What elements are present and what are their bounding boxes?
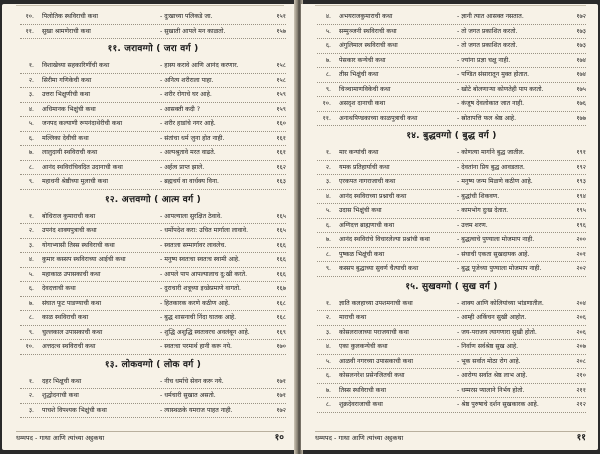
toc-entry (317, 233, 586, 248)
entry-title: पुष्कळ भिक्षुंची कथा (339, 250, 385, 258)
entry-page: १७६ (576, 100, 586, 107)
section-heading-11: ११. जरावग्गो ( जरा वर्ग ) (107, 44, 199, 54)
entry-description: - नीच धर्माचे सेवन करू नये. (160, 377, 224, 385)
entry-title: कुमार कस्सप स्थविराच्या आईची कथा (42, 256, 126, 263)
toc-entry (20, 161, 286, 176)
entry-description: - अनित्य शरीराला पाहा. (160, 76, 214, 84)
entry-description: - कंजूष देवलोकात जात नाही. (457, 100, 525, 107)
entry-page: १६८ (276, 299, 286, 307)
entry-page: १६० (276, 120, 286, 127)
toc-entry (317, 311, 586, 326)
left-content (20, 10, 286, 418)
entry-description: - बुद्धत्वाचे पुण्याला मोजमाप नाही. (457, 236, 535, 243)
entry-number: १०. (25, 13, 34, 20)
entry-page: १६१ (276, 149, 286, 156)
entry-title: चिञ्चामाणविकेची कथा (339, 85, 391, 93)
toc-entry (20, 88, 286, 103)
entry-title: उपनंद शाक्यपुत्राची कथा (42, 227, 97, 234)
entry-title: सुखा श्रामणेराची कथा (42, 27, 91, 35)
entry-number: १. (325, 299, 331, 307)
entry-page: २०२ (576, 265, 586, 272)
entry-description: - शाक्य आणि कोलियांच्या भांडणातील. (457, 299, 544, 307)
entry-page: २०७ (576, 343, 586, 350)
entry-title: जनपद कल्याणी रूपनंदाथेरीची कथा (42, 120, 123, 127)
entry-number: ६. (325, 221, 331, 229)
entry-page: १५१ (276, 13, 286, 20)
entry-number: ५. (28, 270, 34, 278)
toc-entry (20, 224, 286, 239)
entry-description: - कामभोग दुःख देतात. (457, 207, 509, 214)
entry-title: एका कुलकन्येची कथा (339, 343, 388, 350)
toc-entry (20, 59, 286, 74)
section-heading-12: १२. अत्तवग्गो ( आत्म वर्ग ) (105, 194, 201, 205)
entry-title: आनंद स्थविरांचिवदित उदानाची कथा (42, 163, 123, 171)
entry-title: अभयराजकुमाराची कथा (339, 13, 393, 20)
entry-description: - जय-पराजय त्यागणारा सुखी होतो. (457, 328, 537, 336)
entry-title: अत्तदत्थ स्थविराची कथा (42, 343, 96, 350)
entry-number: ७. (325, 56, 331, 64)
toc-entry (20, 282, 286, 297)
entry-title: आनंद स्थविरांचे विचारलेल्या प्रश्नांची कथा (339, 236, 430, 243)
entry-description: - स्वतःला सम्मार्गावर लावलेच. (160, 241, 227, 249)
entry-description: - हास्य करावे आणि आनंद करणार. (160, 62, 239, 69)
entry-description: - मनुष्य स्वतःचा स्वतःच स्वामी आहे. (160, 256, 241, 263)
entry-number: ४. (325, 13, 331, 20)
entry-number: ५. (325, 207, 331, 214)
footer-title: धम्मपद - गाथा आणि त्यांच्या अट्ठकथा (315, 434, 404, 442)
entry-title: काळ स्थविराची कथा (42, 314, 89, 321)
entry-page: १९१ (576, 149, 586, 156)
entry-page: १७२ (576, 13, 586, 20)
entry-title: मार कन्यांची कथा (339, 149, 379, 156)
entry-title: विशाखेच्या सहकारिणींची कथा (42, 62, 110, 69)
entry-description: - आसक्ती कदी ? (160, 105, 201, 113)
toc-entry (20, 268, 286, 283)
toc-entry (20, 146, 286, 161)
top-rule (315, 5, 586, 6)
toc-entry (20, 210, 286, 225)
entry-description: - संघाची एकता सुखदायक आहे. (457, 250, 530, 258)
entry-description: - हितकारक करणे कठीण आहे. (160, 299, 230, 307)
entry-page: १७४ (576, 56, 586, 64)
entry-title: शुक्रदेवराजाची कथा (339, 401, 383, 408)
toc-entry (317, 39, 586, 54)
entry-number: १. (28, 212, 34, 220)
entry-page: १९४ (576, 192, 586, 200)
entry-description: - दुःखाच्या पलिकडे जा. (160, 13, 213, 20)
entry-number: ९. (325, 85, 331, 93)
entry-number: ३. (28, 91, 34, 98)
entry-number: ११. (322, 114, 331, 122)
footer-title: धम्मपद - गाथा आणि त्यांच्या अट्ठकथा (16, 434, 105, 442)
toc-entry (317, 68, 586, 83)
entry-description: - ब्रह्मचर्य वा वार्धक्य विना. (160, 178, 219, 185)
toc-entry (317, 384, 586, 399)
entry-title: शुद्धोदनाची कथा (42, 392, 79, 399)
entry-title: उदास भिक्षुंची कथा (339, 207, 382, 214)
entry-description: - शरीर रोगाचे घर आहे. (160, 91, 212, 98)
entry-title: कोसलनरेश प्रसेनजितची कथा (339, 372, 405, 379)
entry-number: ५. (325, 357, 331, 365)
toc-entry (317, 25, 586, 40)
entry-description: - आरोग्य सर्वात श्रेष्ठ लाभ आहे. (457, 372, 528, 379)
section-heading-13: १३. लोकवग्गो ( लोक वर्ग ) (104, 359, 202, 370)
page-number: १० (274, 433, 284, 443)
entry-number: ६. (325, 372, 331, 379)
entry-description: - धर्मचारी सुखात असतो. (160, 392, 216, 399)
entry-number: ५. (325, 27, 331, 35)
entry-description: - तो जगत प्रकाशित करतो. (457, 42, 518, 49)
toc-entry (20, 297, 286, 312)
entry-title: पिलोतिक स्थविराची कथा (42, 13, 98, 20)
toc-entry (20, 404, 286, 419)
entry-page: १६८ (276, 314, 286, 321)
toc-entry (20, 25, 286, 40)
toc-entry (20, 74, 286, 89)
toc-entry (317, 112, 586, 127)
entry-page: १९२ (576, 163, 586, 171)
entry-title: लालुदायी स्थविराची कथा (42, 149, 98, 156)
entry-page: १६६ (276, 241, 286, 249)
entry-number: ३. (28, 241, 34, 249)
entry-number: ७. (325, 236, 331, 243)
entry-description: - तो जगत प्रकाशित करतो. (457, 27, 518, 35)
entry-page: १७१ (276, 392, 286, 399)
left-page (2, 4, 296, 450)
entry-description: - उत्तम शरण. (457, 221, 488, 229)
section-heading-15: १५. सुखवग्गो ( सुख वर्ग ) (405, 281, 498, 292)
entry-description: - धम्मरस प्यालाने निर्भय होतो. (457, 386, 525, 394)
entry-number: १०. (322, 100, 331, 107)
entry-title: तीस भिक्षुंची कथा (339, 71, 379, 78)
entry-description: - सुखाती आपले मन काळतो. (160, 27, 226, 35)
entry-number: ३. (28, 406, 34, 414)
left-footer (16, 431, 284, 444)
entry-number: ६. (28, 285, 34, 292)
entry-number: ४. (325, 192, 331, 200)
entry-page: १६३ (276, 178, 286, 185)
entry-page: १७४ (576, 71, 586, 78)
page-number: ११ (576, 433, 586, 443)
entry-description: - खोटे बोलणाऱ्या कोणतेही पाप करतो. (457, 85, 544, 93)
entry-page: २०० (576, 236, 586, 243)
entry-title: सिरीमा गणिकेची कथा (42, 76, 92, 84)
toc-entry (317, 10, 586, 25)
toc-entry (20, 340, 286, 355)
toc-entry (317, 262, 586, 277)
entry-page: १६६ (276, 270, 286, 278)
toc-entry (317, 340, 586, 355)
entry-page: १६१ (276, 134, 286, 142)
entry-page: १५८ (276, 62, 286, 69)
right-footer (315, 431, 586, 444)
entry-page: १५७ (276, 27, 286, 35)
entry-description: - आम्ही अकिंचन सुखी आहोत. (457, 314, 527, 321)
entry-page: १९६ (576, 221, 586, 229)
toc-entry (317, 369, 586, 384)
toc-entry (317, 248, 586, 263)
toc-entry (317, 83, 586, 98)
entry-page: १६७ (276, 285, 286, 292)
entry-page: १७५ (576, 85, 586, 93)
entry-number: १. (325, 149, 331, 156)
entry-title: देवदत्ताची कथा (42, 285, 76, 292)
toc-entry (20, 10, 286, 25)
entry-description: - आपले पाप आपल्यालाच दु:खी करते. (160, 270, 248, 278)
toc-entry (20, 311, 286, 326)
toc-entry (317, 219, 586, 234)
entry-description: - बुद्ध पूजेच्या पुण्याला मोजमाप नाही. (457, 265, 542, 272)
entry-number: ७. (28, 299, 34, 307)
entry-description: - ज्ञानी त्यात आसक्त नसतात. (457, 13, 524, 20)
entry-title: ज्ञाति कलहाच्या उपशमनाची कथा (339, 299, 413, 307)
entry-page: १६९ (276, 328, 286, 336)
entry-title: अग्गिदत्त ब्राह्मणाची कथा (339, 221, 395, 229)
entry-page: १७३ (576, 27, 586, 35)
entry-number: ८. (28, 163, 34, 171)
entry-title: आळवी नगरच्या उपासकाची कथा (339, 357, 413, 365)
entry-number: ८. (325, 250, 331, 258)
entry-title: कोसलराजाच्या पराजयाची कथा (339, 328, 409, 336)
entry-description: - भूक सर्वात मोठा रोग आहे. (457, 357, 521, 365)
entry-title: तिस्स स्थविराची कथा (339, 386, 386, 394)
right-page (301, 4, 598, 450)
entry-title: असदृश दानाची कथा (339, 100, 386, 107)
entry-number: ९. (325, 265, 331, 272)
toc-entry (20, 239, 286, 254)
entry-description: - ज्यांना प्रज्ञा चक्षु नाही. (457, 56, 511, 64)
toc-entry (317, 204, 586, 219)
toc-entry (20, 253, 286, 268)
toc-entry (20, 326, 286, 341)
entry-title: अंगुलिमाल स्थविराची कथा (339, 42, 398, 49)
entry-title: पेसकार कन्येची कथा (339, 56, 386, 64)
entry-title: यमक प्रतिहार्याची कथा (339, 163, 390, 171)
entry-page: १७३ (576, 42, 586, 49)
entry-description: - अर्हत्व प्राप्त झाले. (160, 163, 205, 171)
entry-title: आनंद स्थविराच्या प्रश्नाची कथा (339, 192, 407, 200)
entry-title: बोधिराज कुमाराची कथा (42, 212, 96, 220)
entry-page: २०८ (576, 357, 586, 365)
entry-number: ३. (325, 328, 331, 336)
entry-page: १६५ (276, 212, 286, 220)
entry-description: - देवतांना प्रिय बुद्ध आवडतात. (457, 163, 525, 171)
entry-description: - स्वतःचा परमार्थ हानी करू नये. (160, 343, 232, 350)
entry-number: २. (325, 314, 331, 321)
toc-entry (20, 117, 286, 132)
entry-page: २०४ (576, 299, 586, 307)
toc-entry (20, 103, 286, 118)
entry-number: ८. (325, 71, 331, 78)
entry-number: ११. (25, 27, 34, 35)
entry-number: ७. (28, 149, 34, 156)
entry-page: १५९ (276, 91, 286, 98)
entry-description: - धर्मोपदेश करा: उचित मार्गाला लावावे. (160, 227, 249, 234)
entry-page: २०६ (576, 314, 586, 321)
entry-description: - आपल्याला सुरक्षित ठेवावे. (160, 212, 223, 220)
top-rule (16, 5, 284, 6)
entry-page: १६५ (276, 227, 286, 234)
entry-page: २०१ (576, 250, 586, 258)
toc-entry (317, 297, 586, 312)
entry-number: २. (28, 227, 34, 234)
entry-title: एरकपत नागराजाची कथा (339, 178, 396, 185)
entry-number: ४. (28, 105, 34, 113)
toc-entry (317, 355, 586, 370)
entry-number: ६. (28, 134, 34, 142)
toc-entry (317, 54, 586, 69)
entry-page: २१० (576, 372, 586, 379)
entry-number: ४. (325, 343, 331, 350)
entry-page: १७७ (576, 114, 586, 122)
entry-page: २११ (576, 386, 586, 394)
entry-page: २०६ (576, 328, 586, 336)
entry-page: १५९ (276, 105, 286, 113)
toc-entry (20, 375, 286, 390)
entry-number: ५. (28, 120, 34, 127)
entry-title: महाधनी श्रेष्ठीच्या मुलाची कथा (42, 178, 108, 185)
entry-title: अनाथपिण्डकाच्या काळपुत्राची कथा (339, 114, 418, 122)
entry-description: - बुद्ध शासनाची निंदा घातक आहे. (160, 314, 237, 321)
section-heading-14: १४. बुद्धवग्गो ( बुद्ध वर्ग ) (406, 131, 497, 141)
entry-description: - मनुष्य जन्म मिळणे कठीण आहे. (457, 178, 533, 185)
entry-description: - दुराचारी शत्रूच्या इच्छेप्रमाणे वागतो. (160, 285, 242, 292)
entry-page: २१२ (576, 401, 586, 408)
toc-entry (317, 161, 586, 176)
entry-page: १५८ (276, 76, 286, 84)
entry-number: १०. (25, 343, 34, 350)
entry-page: १७१ (276, 377, 286, 385)
toc-entry (317, 398, 586, 413)
entry-number: ७. (325, 386, 331, 394)
entry-description: - त्यास्थळके यमराज पाहत नाही. (160, 406, 233, 414)
entry-description: - शरीर हाडांचे नगर आहे. (160, 120, 216, 127)
entry-page: १९३ (576, 178, 586, 185)
toc-entry (317, 97, 586, 112)
toc-entry (20, 389, 286, 404)
entry-title: सम्मुञ्जनी स्थविराची कथा (339, 27, 397, 35)
entry-number: १. (28, 377, 34, 385)
entry-page: १६२ (276, 163, 286, 171)
entry-title: चुल्लकाल उपासकाची कथा (42, 328, 103, 336)
entry-description: - शुद्धि अशुद्धि स्वतःवरच अवलंबून आहे. (160, 328, 250, 336)
entry-number: ८. (28, 314, 34, 321)
toc-entry (20, 132, 286, 147)
entry-description: - स्रोतापत्ति फल श्रेष्ठ आहे. (457, 114, 517, 122)
entry-title: उत्तरा भिक्षुणीची कथा (42, 91, 91, 98)
entry-description: - श्रेष्ठ पुरुषाचे दर्शन सुखकारक आहे. (457, 401, 539, 408)
toc-entry (317, 190, 586, 205)
entry-page: १६६ (276, 256, 286, 263)
right-content (317, 10, 586, 413)
toc-entry (317, 175, 586, 190)
entry-page: १९५ (576, 207, 586, 214)
entry-description: - अल्पश्रुतावे मरत वाढते. (160, 149, 216, 156)
toc-entry (317, 326, 586, 341)
entry-title: पाचशे विपश्यक भिक्षुंची कथा (42, 406, 107, 414)
entry-description: - संतांचा धर्म जुना होत नाही. (160, 134, 225, 142)
entry-number: २. (28, 392, 34, 399)
entry-page: १७० (276, 343, 286, 350)
entry-description: - निर्वाण सर्वश्रेष्ठ सुख आहे. (457, 343, 519, 350)
entry-title: दहर भिक्षुची कथा (42, 377, 82, 385)
entry-page: १७२ (276, 406, 286, 414)
entry-title: संघात फूट पाडण्याची कथा (42, 299, 102, 307)
entry-number: ८. (325, 401, 331, 408)
entry-number: २. (28, 76, 34, 84)
entry-title: योगाभ्यासी तिस्स स्थविराची कथा (42, 241, 115, 249)
entry-description: - कोणत्या मार्गाने बुद्ध जातील. (457, 149, 525, 156)
entry-number: ४. (28, 256, 34, 263)
entry-number: १. (28, 62, 34, 69)
entry-number: ३. (325, 178, 331, 185)
entry-number: २. (325, 163, 331, 171)
entry-title: माराची कथा (339, 314, 367, 321)
entry-number: ९. (28, 328, 34, 336)
entry-number: ९. (28, 178, 34, 185)
entry-description: - बुद्धांची शिकवण. (457, 192, 500, 200)
entry-title: मल्लिका देवीची कथा (42, 134, 89, 142)
entry-number: ६. (325, 42, 331, 49)
toc-entry (317, 146, 586, 161)
toc-entry (20, 175, 286, 190)
entry-description: - पण्डित संसारातून मुक्त होतात. (457, 71, 530, 78)
entry-title: कस्सप बुद्धाच्या सुवर्ण चैत्याची कथा (339, 265, 419, 272)
entry-title: अधिमानक भिक्षुंची कथा (42, 105, 96, 113)
entry-title: महाकाळ उपासकाची कथा (42, 270, 101, 278)
